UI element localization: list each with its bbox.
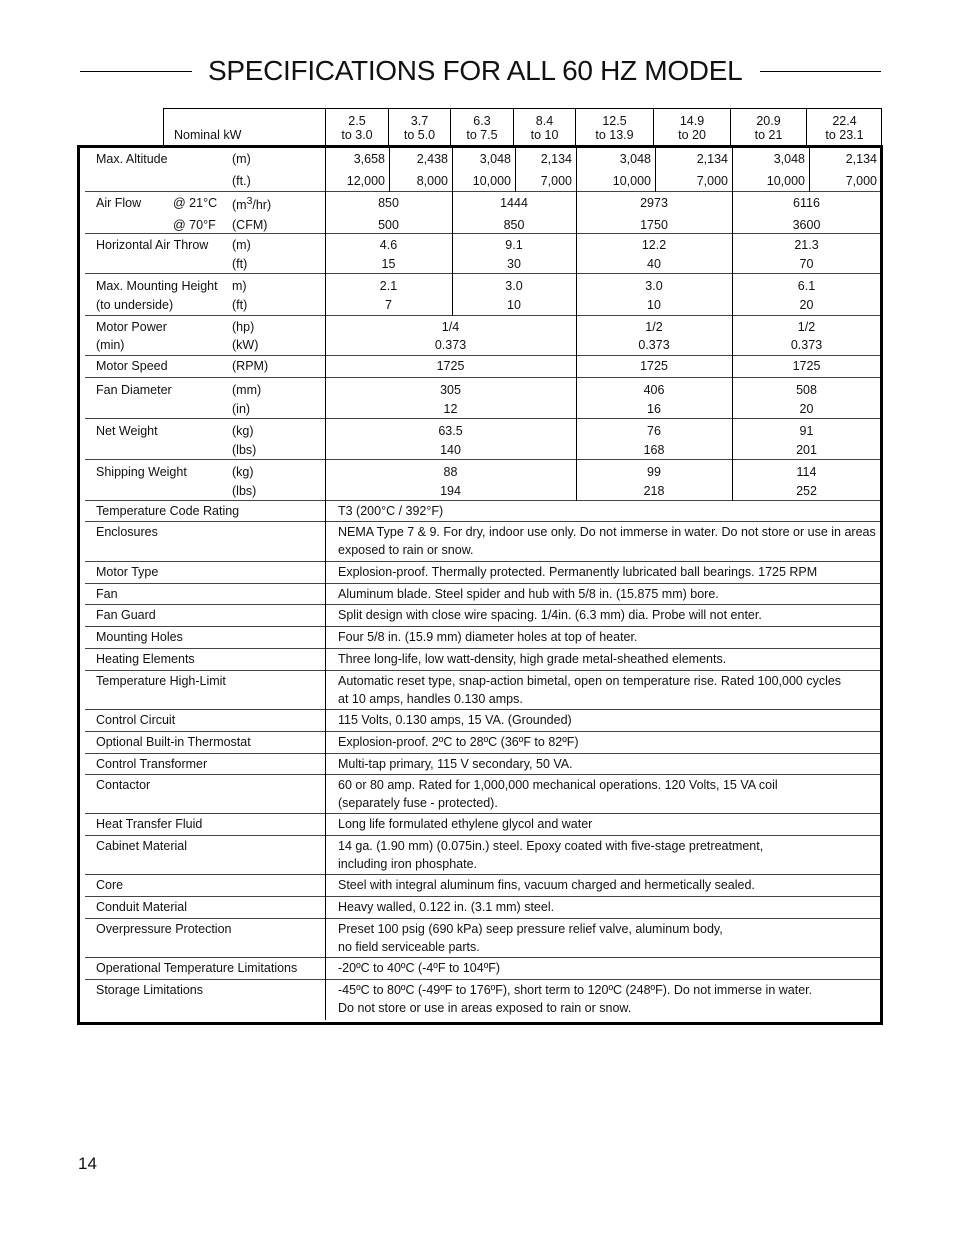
value: 168 <box>643 443 665 457</box>
column-divider <box>576 356 577 378</box>
label: Motor Power <box>96 320 167 334</box>
column-divider <box>325 710 326 732</box>
kw-range-end: to 23.1 <box>825 128 864 142</box>
row-air-flow <box>80 192 880 234</box>
nominal-kw-column <box>575 109 653 146</box>
spec-label: Enclosures <box>96 525 158 539</box>
column-divider <box>325 958 326 980</box>
kw-range-start: 8.4 <box>535 114 554 128</box>
value-ft: 30 <box>507 257 521 271</box>
value-kw: 0.373 <box>434 338 467 352</box>
spec-label: Fan <box>96 587 118 601</box>
value-m: 2,134 <box>845 152 877 166</box>
spec-label: Conduit Material <box>96 900 188 914</box>
spec-description <box>338 628 876 646</box>
value: 406 <box>643 383 665 397</box>
column-divider <box>732 378 733 419</box>
unit: (CFM) <box>232 218 268 232</box>
column-divider <box>452 192 453 234</box>
nominal-kw-column <box>653 109 730 146</box>
spec-label: Heat Transfer Fluid <box>96 817 203 831</box>
unit-superscript: 3 <box>246 196 253 207</box>
value-ft: 10 <box>507 298 521 312</box>
value-ft: 8,000 <box>416 174 448 188</box>
column-divider <box>325 671 326 710</box>
spec-label: Heating Elements <box>96 652 195 666</box>
description-line: Split design with close wire spacing. 1/4in. (6.3 mm) dia. Probe will not enter. <box>338 608 762 622</box>
spec-row <box>80 710 880 732</box>
column-divider <box>732 460 733 501</box>
spec-description <box>338 981 876 1017</box>
spec-label: Temperature Code Rating <box>96 504 240 518</box>
row-max-altitude <box>80 148 880 192</box>
spec-row <box>80 836 880 875</box>
spec-row <box>80 814 880 836</box>
column-divider <box>576 192 577 234</box>
column-divider <box>881 460 882 501</box>
spec-label: Cabinet Material <box>96 839 188 853</box>
unit-part: /hr) <box>252 198 272 213</box>
row-net-weight <box>80 419 880 460</box>
column-divider <box>576 274 577 316</box>
value-m: 2,134 <box>540 152 572 166</box>
value-ft: 7 <box>385 298 392 312</box>
value-ft: 7,000 <box>540 174 572 188</box>
label: Max. Altitude <box>96 152 168 166</box>
spec-row <box>80 897 880 919</box>
description-line: Aluminum blade. Steel spider and hub with 5/8 in. (15.875 mm) bore. <box>338 587 719 601</box>
spec-label: Motor Type <box>96 565 159 579</box>
unit: (lbs) <box>232 484 257 498</box>
column-divider <box>325 875 326 897</box>
value-ft: 70 <box>799 257 814 271</box>
column-divider <box>325 649 326 671</box>
unit: (mm) <box>232 383 262 397</box>
column-divider <box>325 814 326 836</box>
spec-row <box>80 627 880 649</box>
column-divider <box>732 274 733 316</box>
spec-description <box>338 502 876 520</box>
value-m: 3,048 <box>479 152 511 166</box>
column-divider <box>452 274 453 316</box>
description-line: (separately fuse - protected). <box>338 796 498 810</box>
value: 12 <box>443 402 458 416</box>
kw-range-start: 12.5 <box>602 114 627 128</box>
value: 76 <box>647 424 661 438</box>
label: (min) <box>96 338 125 352</box>
column-divider <box>325 584 326 605</box>
column-divider <box>325 754 326 775</box>
unit: (kg) <box>232 465 254 479</box>
column-divider <box>881 234 882 274</box>
value-m: 12.2 <box>641 238 667 252</box>
spec-row <box>80 754 880 775</box>
value-m3hr: 6116 <box>793 196 820 210</box>
kw-range-end: to 13.9 <box>595 128 634 142</box>
column-divider <box>325 356 326 378</box>
value-hp: 1/2 <box>645 320 663 334</box>
description-line: Three long-life, low watt-density, high grade metal-sheathed elements. <box>338 652 727 666</box>
column-divider <box>576 378 577 419</box>
column-divider <box>325 460 326 501</box>
value-m: 9.1 <box>505 238 523 252</box>
value-ft: 10 <box>647 298 661 312</box>
label: Shipping Weight <box>96 465 187 479</box>
spec-description <box>338 815 876 833</box>
column-divider <box>881 356 882 378</box>
value: 88 <box>443 465 458 479</box>
row-motor-speed <box>80 356 880 378</box>
value-hp: 1/4 <box>441 320 460 334</box>
description-line: Explosion-proof. Thermally protected. Permanently lubricated ball bearings. 1725 RPM <box>338 565 818 579</box>
unit: (ft) <box>232 257 248 271</box>
column-divider <box>576 148 577 192</box>
spec-row <box>80 501 880 522</box>
unit: m) <box>232 279 247 293</box>
spec-row <box>80 562 880 584</box>
unit: (m) <box>232 152 251 166</box>
column-divider <box>325 627 326 649</box>
spec-description <box>338 650 876 668</box>
spec-description <box>338 959 876 977</box>
page-number: 14 <box>78 1154 97 1173</box>
value: 20 <box>799 402 814 416</box>
description-line: 60 or 80 amp. Rated for 1,000,000 mechanical operations. 120 Volts, 15 VA coil <box>338 778 778 792</box>
value-m: 3,658 <box>353 152 385 166</box>
spec-description <box>338 837 876 873</box>
value-m: 2,438 <box>416 152 448 166</box>
description-line: Automatic reset type, snap-action bimetal, open on temperature rise. Rated 100,000 cycles <box>338 674 842 688</box>
unit: (kW) <box>232 338 259 352</box>
description-line: T3 (200°C / 392°F) <box>338 504 444 518</box>
column-divider <box>325 732 326 754</box>
label: (to underside) <box>96 298 174 312</box>
value-ft: 15 <box>381 257 396 271</box>
spec-description <box>338 672 876 708</box>
description-line: Preset 100 psig (690 kPa) seep pressure relief valve, aluminum body, <box>338 922 723 936</box>
spec-row <box>80 919 880 958</box>
value-m3hr: 1444 <box>500 196 528 210</box>
unit <box>232 196 271 212</box>
column-divider <box>655 148 656 192</box>
column-divider <box>732 316 733 356</box>
spec-label: Optional Built-in Thermostat <box>96 735 251 749</box>
value: 114 <box>796 465 817 479</box>
spec-table <box>77 145 883 1025</box>
spec-label: Control Circuit <box>96 713 176 727</box>
spec-row <box>80 775 880 814</box>
value-cfm: 1750 <box>640 218 668 232</box>
label: Horizontal Air Throw <box>96 238 209 252</box>
value-m: 3.0 <box>645 279 663 293</box>
kw-range-end: to 5.0 <box>403 128 436 142</box>
column-divider <box>576 234 577 274</box>
column-divider <box>325 836 326 875</box>
value: 305 <box>440 383 461 397</box>
value-ft: 7,000 <box>696 174 728 188</box>
spec-description <box>338 876 876 894</box>
column-divider <box>452 234 453 274</box>
column-divider <box>732 148 733 192</box>
kw-range-end: to 10 <box>530 128 559 142</box>
column-divider <box>325 980 326 1020</box>
spec-label: Core <box>96 878 124 892</box>
spec-row <box>80 605 880 627</box>
column-divider <box>325 562 326 584</box>
kw-range-start: 6.3 <box>473 114 491 128</box>
column-divider <box>325 192 326 234</box>
page-title: SPECIFICATIONS FOR ALL 60 HZ MODEL <box>208 55 743 86</box>
nominal-kw-column <box>730 109 806 146</box>
value-cfm: 500 <box>378 218 399 232</box>
value: 140 <box>440 443 461 457</box>
value-hp: 1/2 <box>797 320 816 334</box>
value-ft: 12,000 <box>346 174 385 188</box>
description-line: at 10 amps, handles 0.130 amps. <box>338 692 523 706</box>
label: Motor Speed <box>96 359 168 373</box>
value-m: 2.1 <box>379 279 398 293</box>
row-mounting-height <box>80 274 880 316</box>
label: Air Flow <box>96 196 142 210</box>
unit-part: (m <box>232 198 247 213</box>
spec-label: Overpressure Protection <box>96 922 232 936</box>
kw-range-start: 3.7 <box>410 114 429 128</box>
spec-description <box>338 585 876 603</box>
row-shipping-weight <box>80 460 880 501</box>
column-divider <box>576 460 577 501</box>
column-divider <box>732 234 733 274</box>
column-divider <box>576 316 577 356</box>
label: Net Weight <box>96 424 158 438</box>
label: Fan Diameter <box>96 383 172 397</box>
description-line: Explosion-proof. 2ºC to 28ºC (36ºF to 82ºF) <box>338 735 579 749</box>
value-kw: 0.373 <box>790 338 823 352</box>
value-m3hr: 850 <box>378 196 399 210</box>
value-m: 21.3 <box>794 238 819 252</box>
description-line: 14 ga. (1.90 mm) (0.075in.) steel. Epoxy coated with five-stage pretreatment, <box>338 839 764 853</box>
value-ft: 40 <box>647 257 661 271</box>
spec-row <box>80 522 880 562</box>
spec-description <box>338 920 876 956</box>
kw-range-end: to 21 <box>754 128 783 142</box>
kw-range-end: to 3.0 <box>341 128 373 142</box>
value-m: 3,048 <box>773 152 805 166</box>
row-fan-diameter <box>80 378 880 419</box>
spec-description <box>338 776 876 812</box>
column-divider <box>881 419 882 460</box>
spec-label: Contactor <box>96 778 151 792</box>
column-divider <box>881 192 882 234</box>
value: 99 <box>647 465 661 479</box>
value: 201 <box>796 443 817 457</box>
title-rule-left <box>80 71 192 72</box>
spec-description <box>338 606 876 624</box>
spec-description <box>338 711 876 729</box>
nominal-kw-label: Nominal kW <box>174 128 242 142</box>
column-divider <box>325 274 326 316</box>
kw-range-end: to 7.5 <box>466 128 498 142</box>
column-divider <box>325 501 326 522</box>
value-cfm: 850 <box>503 218 525 232</box>
column-divider <box>325 919 326 958</box>
column-divider <box>881 316 882 356</box>
nominal-kw-header <box>163 108 882 146</box>
spec-label: Fan Guard <box>96 608 156 622</box>
description-line: Heavy walled, 0.122 in. (3.1 mm) steel. <box>338 900 555 914</box>
value-ft: 7,000 <box>845 174 877 188</box>
value-m: 3,048 <box>619 152 651 166</box>
value: 16 <box>647 402 661 416</box>
spec-row <box>80 732 880 754</box>
spec-label: Operational Temperature Limitations <box>96 961 298 975</box>
column-divider <box>325 605 326 627</box>
column-divider <box>576 419 577 460</box>
description-line: Long life formulated ethylene glycol and water <box>338 817 593 831</box>
value-ft: 10,000 <box>766 174 805 188</box>
value: 252 <box>796 484 817 498</box>
nominal-kw-column <box>325 109 388 146</box>
unit: (ft) <box>232 298 248 312</box>
column-divider <box>325 897 326 919</box>
description-line: Multi-tap primary, 115 V secondary, 50 VA. <box>338 757 573 771</box>
column-divider <box>325 522 326 562</box>
unit: (lbs) <box>232 443 257 457</box>
kw-range-start: 20.9 <box>756 114 781 128</box>
value-kw: 0.373 <box>638 338 670 352</box>
value-ft: 10,000 <box>472 174 511 188</box>
spec-label: Mounting Holes <box>96 630 183 644</box>
spec-label: Storage Limitations <box>96 983 204 997</box>
column-divider <box>732 419 733 460</box>
spec-row <box>80 875 880 897</box>
value: 508 <box>796 383 817 397</box>
unit: (ft.) <box>232 174 251 188</box>
spec-row <box>80 980 880 1020</box>
unit: (m) <box>232 238 251 252</box>
description-line: -45ºC to 80ºC (-49ºF to 176ºF), short term to 120ºC (248ºF). Do not immerse in water. <box>338 983 813 997</box>
description-line: Four 5/8 in. (15.9 mm) diameter holes at top of heater. <box>338 630 638 644</box>
column-divider <box>732 356 733 378</box>
description-line: Steel with integral aluminum fins, vacuum charged and hermetically sealed. <box>338 878 755 892</box>
column-divider <box>325 234 326 274</box>
spec-row <box>80 649 880 671</box>
spec-row <box>80 584 880 605</box>
label: @ 21°C <box>173 196 218 210</box>
row-air-throw <box>80 234 880 274</box>
value-ft: 10,000 <box>612 174 651 188</box>
value-ft: 20 <box>799 298 814 312</box>
description-line: including iron phosphate. <box>338 857 477 871</box>
column-divider <box>325 419 326 460</box>
kw-range-end: to 20 <box>678 128 706 142</box>
spec-description <box>338 898 876 916</box>
column-divider <box>881 378 882 419</box>
value-m: 3.0 <box>505 279 523 293</box>
nominal-kw-column <box>513 109 575 146</box>
value-rpm: 1725 <box>792 359 821 373</box>
spec-description <box>338 755 876 773</box>
value-m3hr: 2973 <box>640 196 668 210</box>
value-rpm: 1725 <box>436 359 465 373</box>
unit: (hp) <box>232 320 255 334</box>
value-m: 2,134 <box>696 152 728 166</box>
nominal-kw-column <box>450 109 513 146</box>
kw-range-start: 22.4 <box>832 114 857 128</box>
spec-label: Temperature High-Limit <box>96 674 226 688</box>
spec-row <box>80 671 880 710</box>
unit: (RPM) <box>232 359 269 373</box>
description-line: no field serviceable parts. <box>338 940 480 954</box>
title-rule-right <box>760 71 881 72</box>
value: 63.5 <box>438 424 463 438</box>
value: 218 <box>643 484 665 498</box>
spec-label: Control Transformer <box>96 757 208 771</box>
column-divider <box>325 378 326 419</box>
nominal-kw-column <box>806 109 882 146</box>
label: @ 70°F <box>173 218 216 232</box>
column-divider <box>881 148 882 192</box>
kw-range-start: 14.9 <box>679 114 705 128</box>
label: Max. Mounting Height <box>96 279 218 293</box>
column-divider <box>325 316 326 356</box>
value: 194 <box>440 484 461 498</box>
spec-description <box>338 733 876 751</box>
value: 91 <box>799 424 814 438</box>
value-m: 4.6 <box>379 238 398 252</box>
description-line: -20ºC to 40ºC (-4ºF to 104ºF) <box>338 961 501 975</box>
column-divider <box>325 775 326 814</box>
description-line: 115 Volts, 0.130 amps, 15 VA. (Grounded) <box>338 713 572 727</box>
spec-description <box>338 523 876 559</box>
value-cfm: 3600 <box>792 218 821 232</box>
spec-description <box>338 563 876 581</box>
nominal-kw-column <box>388 109 450 146</box>
column-divider <box>732 192 733 234</box>
unit: (in) <box>232 402 251 416</box>
column-divider <box>881 274 882 316</box>
kw-range-start: 2.5 <box>348 114 366 128</box>
description-line: NEMA Type 7 & 9. For dry, indoor use only. Do not immerse in water. Do not store or use in areas exposed to rain or snow. <box>338 525 876 557</box>
row-motor-power <box>80 316 880 356</box>
value-m: 6.1 <box>797 279 816 293</box>
unit: (kg) <box>232 424 254 438</box>
spec-row <box>80 958 880 980</box>
value-rpm: 1725 <box>640 359 668 373</box>
description-line: Do not store or use in areas exposed to rain or snow. <box>338 1001 632 1015</box>
